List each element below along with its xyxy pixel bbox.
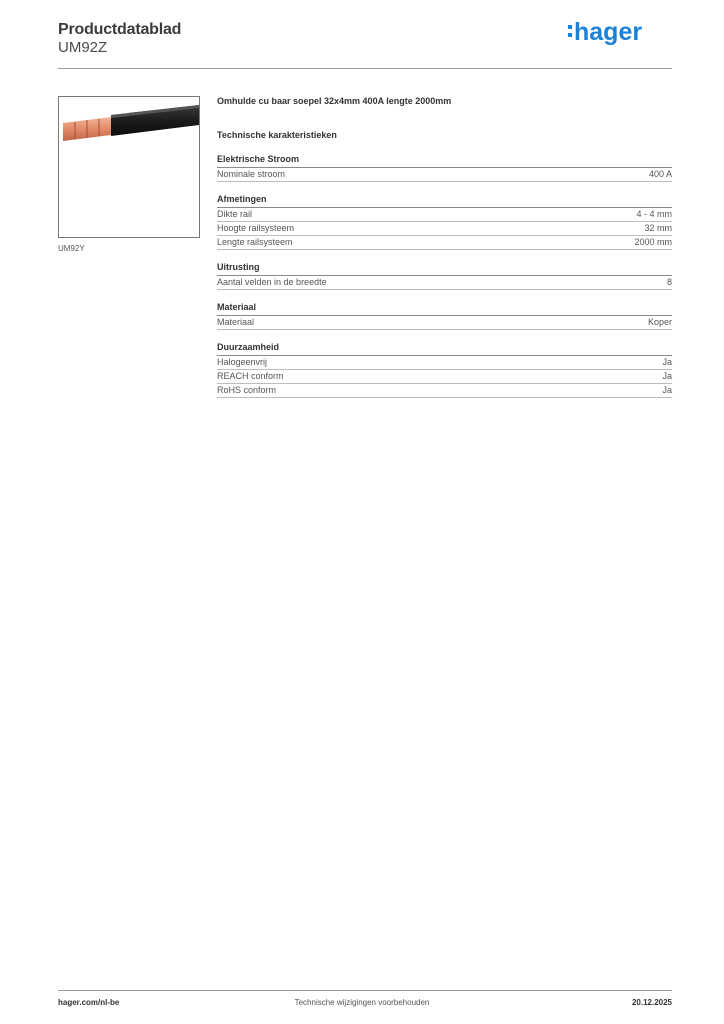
- spec-label: RoHS conform: [217, 385, 277, 395]
- spec-section: [217, 154, 672, 182]
- spec-value: 400 A: [648, 169, 672, 179]
- spec-value: Koper: [647, 317, 672, 327]
- page-title: Productdatablad: [58, 21, 182, 38]
- footer-divider: [58, 990, 672, 991]
- spec-row: [217, 316, 672, 330]
- spec-section: [217, 342, 672, 398]
- spec-label: Hoogte railsysteem: [217, 223, 295, 233]
- spec-value: Ja: [662, 357, 672, 367]
- product-image-frame: [58, 96, 200, 238]
- spec-value: 4 - 4 mm: [636, 209, 672, 219]
- product-code: UM92Z: [58, 39, 108, 56]
- spec-row: [217, 208, 672, 222]
- spec-row: [217, 370, 672, 384]
- header-divider: [58, 68, 672, 69]
- spec-value: Ja: [662, 371, 672, 381]
- spec-label: Materiaal: [217, 317, 255, 327]
- product-description: Omhulde cu baar soepel 32x4mm 400A lengte 2000mm: [217, 96, 452, 106]
- image-caption: UM92Y: [58, 244, 85, 253]
- section-title: Materiaal: [217, 302, 672, 316]
- spec-value: Ja: [662, 385, 672, 395]
- spec-section: [217, 302, 672, 330]
- spec-section: [217, 194, 672, 250]
- section-title: Elektrische Stroom: [217, 154, 672, 168]
- spec-value: 32 mm: [644, 223, 672, 233]
- spec-value: 2000 mm: [634, 237, 672, 247]
- spec-sections: [217, 154, 672, 398]
- tech-heading: Technische karakteristieken: [217, 130, 337, 140]
- footer-date: 20.12.2025: [631, 998, 672, 1007]
- spec-row: [217, 384, 672, 398]
- section-title: Afmetingen: [217, 194, 672, 208]
- spec-row: [217, 356, 672, 370]
- footer-notice: Technische wijzigingen voorbehouden: [294, 998, 430, 1007]
- section-title: Uitrusting: [217, 262, 672, 276]
- spec-label: Nominale stroom: [217, 169, 286, 179]
- section-title: Duurzaamheid: [217, 342, 672, 356]
- spec-label: Halogeenvrij: [217, 357, 268, 367]
- logo-text: hager: [574, 18, 643, 46]
- copper-busbar-image: [59, 97, 199, 237]
- spec-label: Dikte rail: [217, 209, 253, 219]
- spec-value: 8: [666, 277, 672, 287]
- spec-section: [217, 262, 672, 290]
- spec-label: Lengte railsysteem: [217, 237, 293, 247]
- spec-row: [217, 222, 672, 236]
- spec-content: [217, 96, 672, 398]
- footer-website[interactable]: hager.com/nl-be: [58, 998, 120, 1007]
- hager-logo: [566, 14, 656, 48]
- spec-row: [217, 276, 672, 290]
- spec-label: Aantal velden in de breedte: [217, 277, 327, 287]
- spec-row: [217, 168, 672, 182]
- spec-label: REACH conform: [217, 371, 284, 381]
- spec-row: [217, 236, 672, 250]
